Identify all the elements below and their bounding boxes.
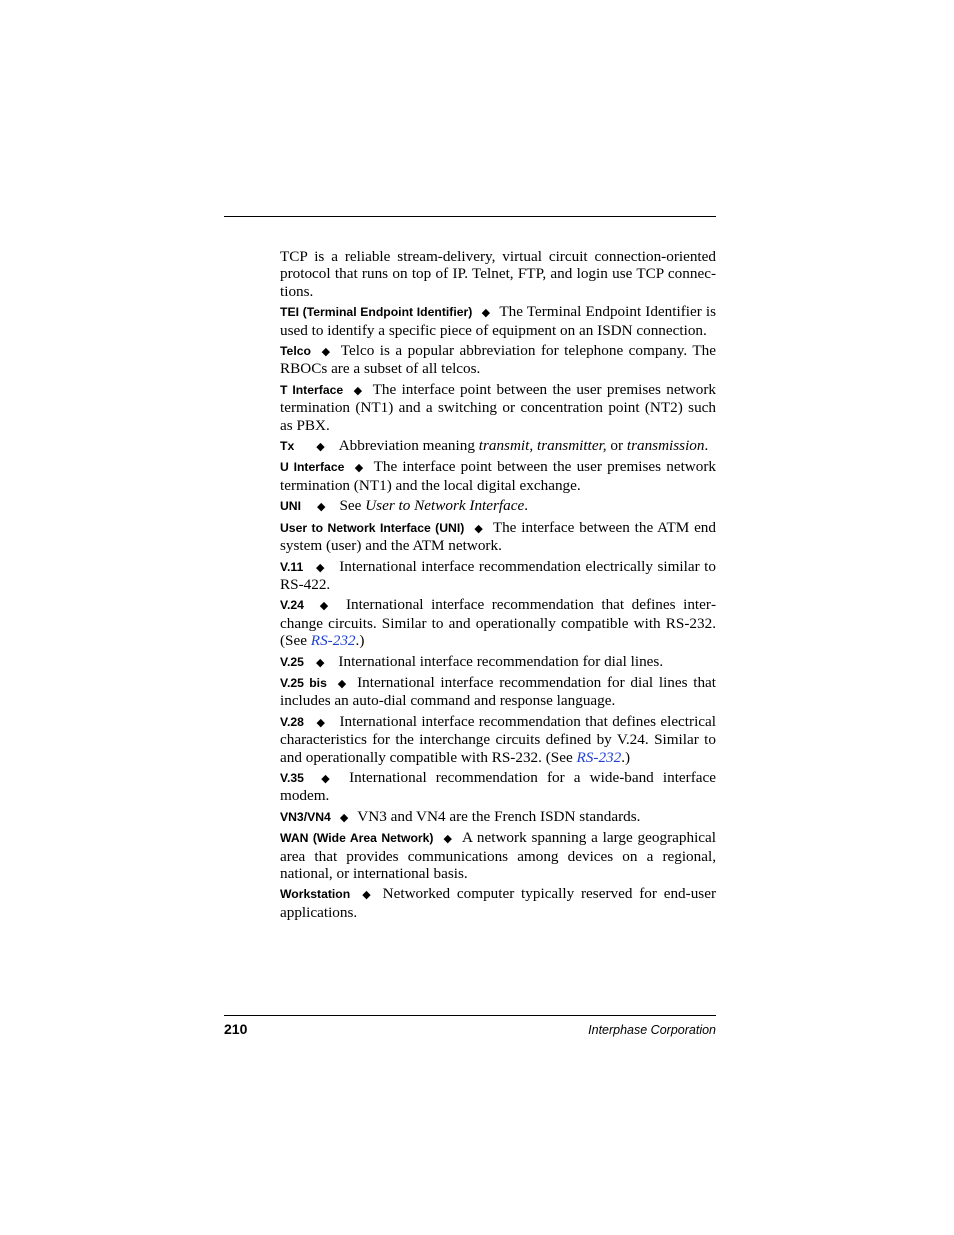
diamond-bullet-icon: ◆	[359, 888, 374, 902]
entry-definition: The Terminal Endpoint Identifier is used to identify a specific piece of equipment on an ISDN connection.	[280, 303, 716, 339]
entry-definition: The interface point between the user premises network termination (NT1) and a switching or concentration point (NT2) such as PBX.	[280, 380, 716, 434]
entry-emphasis: transmitter,	[536, 437, 607, 455]
diamond-bullet-icon: ◆	[335, 676, 349, 690]
entry-definition: .)	[621, 748, 631, 766]
entry-term: Telco	[280, 344, 311, 359]
entry-definition: (See	[541, 748, 577, 766]
entry-definition: International interface recommendation for dial lines.	[338, 652, 664, 670]
entry-definition: Abbreviation meaning	[338, 437, 479, 455]
glossary-entry-vn3-vn4	[280, 808, 716, 826]
company-name: Interphase Corporation	[588, 1023, 716, 1037]
entry-term: V.25	[280, 654, 304, 669]
glossary-entry-v28	[280, 713, 716, 766]
glossary-entry-v25	[280, 653, 716, 671]
glossary-entry-user-to-network-interface	[280, 519, 716, 555]
diamond-bullet-icon: ◆	[315, 771, 336, 785]
entry-emphasis: transmit	[478, 437, 530, 455]
entry-definition: .	[704, 437, 709, 455]
rs232-link[interactable]: RS-232	[576, 748, 622, 766]
entry-definition: .)	[355, 632, 365, 650]
diamond-bullet-icon: ◆	[315, 599, 332, 613]
glossary-entry-uni	[280, 497, 716, 515]
diamond-bullet-icon: ◆	[339, 810, 349, 824]
entry-term: UNI	[280, 499, 301, 514]
rs232-link[interactable]: RS-232	[310, 632, 356, 650]
entry-term: V.24	[280, 598, 304, 613]
diamond-bullet-icon: ◆	[315, 560, 326, 574]
entry-definition: .	[524, 497, 529, 515]
entry-definition: ,	[529, 437, 537, 455]
entry-definition: International interface recommendation electrically similar to RS-422.	[280, 557, 716, 593]
entry-term: User to Network Interface (UNI)	[280, 520, 465, 535]
diamond-bullet-icon: ◆	[442, 832, 453, 846]
entry-definition: See	[339, 497, 366, 515]
diamond-bullet-icon: ◆	[315, 655, 325, 669]
entry-definition: Networked computer typically reserved for end-user applications.	[280, 885, 717, 921]
entry-definition: International interface recommendation for dial lines that includes an auto-dial command and response language.	[280, 673, 717, 710]
diamond-bullet-icon: ◆	[319, 345, 332, 359]
glossary-entry-t-interface	[280, 381, 716, 434]
entry-definition: A network spanning a large geographical area that provides communications among devices on a regional, national, or international basis.	[280, 829, 716, 882]
entry-definition: International interface recommendation that defines interchange circuits. Similar to and operationally compatible with RS-232.	[280, 596, 716, 632]
entry-definition: The interface between the ATM end system (user) and the ATM network.	[280, 518, 716, 555]
entry-term: WAN (Wide Area Network)	[280, 831, 434, 846]
glossary-entry-v35	[280, 769, 716, 805]
entry-definition: or	[606, 437, 627, 455]
entry-emphasis: User to Network Interface	[365, 497, 525, 515]
entry-term: VN3/VN4	[280, 809, 331, 824]
glossary-entry-u-interface	[280, 458, 716, 494]
glossary-entry-v25-bis	[280, 674, 716, 710]
glossary-body	[280, 248, 716, 924]
entry-definition: VN3 and VN4 are the French ISDN standards.	[357, 807, 641, 825]
header-rule	[224, 216, 716, 217]
entry-definition: International recommendation for a wide-band interface modem.	[280, 768, 717, 805]
diamond-bullet-icon: ◆	[473, 521, 484, 535]
entry-term: V.35	[280, 770, 304, 785]
entry-definition: The interface point between the user premises network termination (NT1) and the local digital exchange.	[280, 458, 716, 494]
footer-rule	[224, 1015, 716, 1016]
entry-term: Tx	[280, 439, 295, 454]
entry-term: T Interface	[280, 382, 344, 397]
entry-term: V.11	[280, 559, 304, 574]
diamond-bullet-icon: ◆	[352, 383, 364, 397]
glossary-entry-workstation	[280, 885, 716, 921]
glossary-entry-v24	[280, 596, 716, 649]
diamond-bullet-icon: ◆	[315, 715, 326, 729]
diamond-bullet-icon: ◆	[316, 440, 325, 454]
diamond-bullet-icon: ◆	[317, 500, 326, 514]
entry-definition: International interface recommendation that defines electrical characteristics for the interchange circuits defined by V.24. Similar to and operationally compatible with RS-232.	[280, 712, 716, 766]
glossary-entry-tei	[280, 303, 716, 339]
glossary-entry-tx	[280, 437, 716, 455]
entry-term: TEI (Terminal Endpoint Identifier)	[280, 305, 473, 320]
entry-definition: Telco is a popular abbreviation for telephone company. The RBOCs are a subset of all telcos.	[280, 342, 716, 378]
glossary-entry-wan	[280, 829, 716, 882]
glossary-entry-telco	[280, 342, 716, 378]
diamond-bullet-icon: ◆	[481, 306, 491, 320]
diamond-bullet-icon: ◆	[353, 461, 365, 475]
entry-term: U Interface	[280, 460, 345, 475]
entry-term: Workstation	[280, 887, 351, 902]
glossary-entry-v11	[280, 558, 716, 594]
entry-term: V.28	[280, 714, 304, 729]
entry-emphasis: transmission	[626, 437, 705, 455]
page-number: 210	[224, 1021, 248, 1037]
entry-definition: (See	[280, 632, 311, 650]
entry-term: V.25 bis	[280, 675, 327, 690]
intro-text: TCP is a reliable stream-delivery, virtual circuit connection-oriented protocol that runs on top of IP. Telnet, FTP, and login use TCP connections.	[280, 248, 716, 300]
intro-paragraph	[280, 248, 716, 300]
